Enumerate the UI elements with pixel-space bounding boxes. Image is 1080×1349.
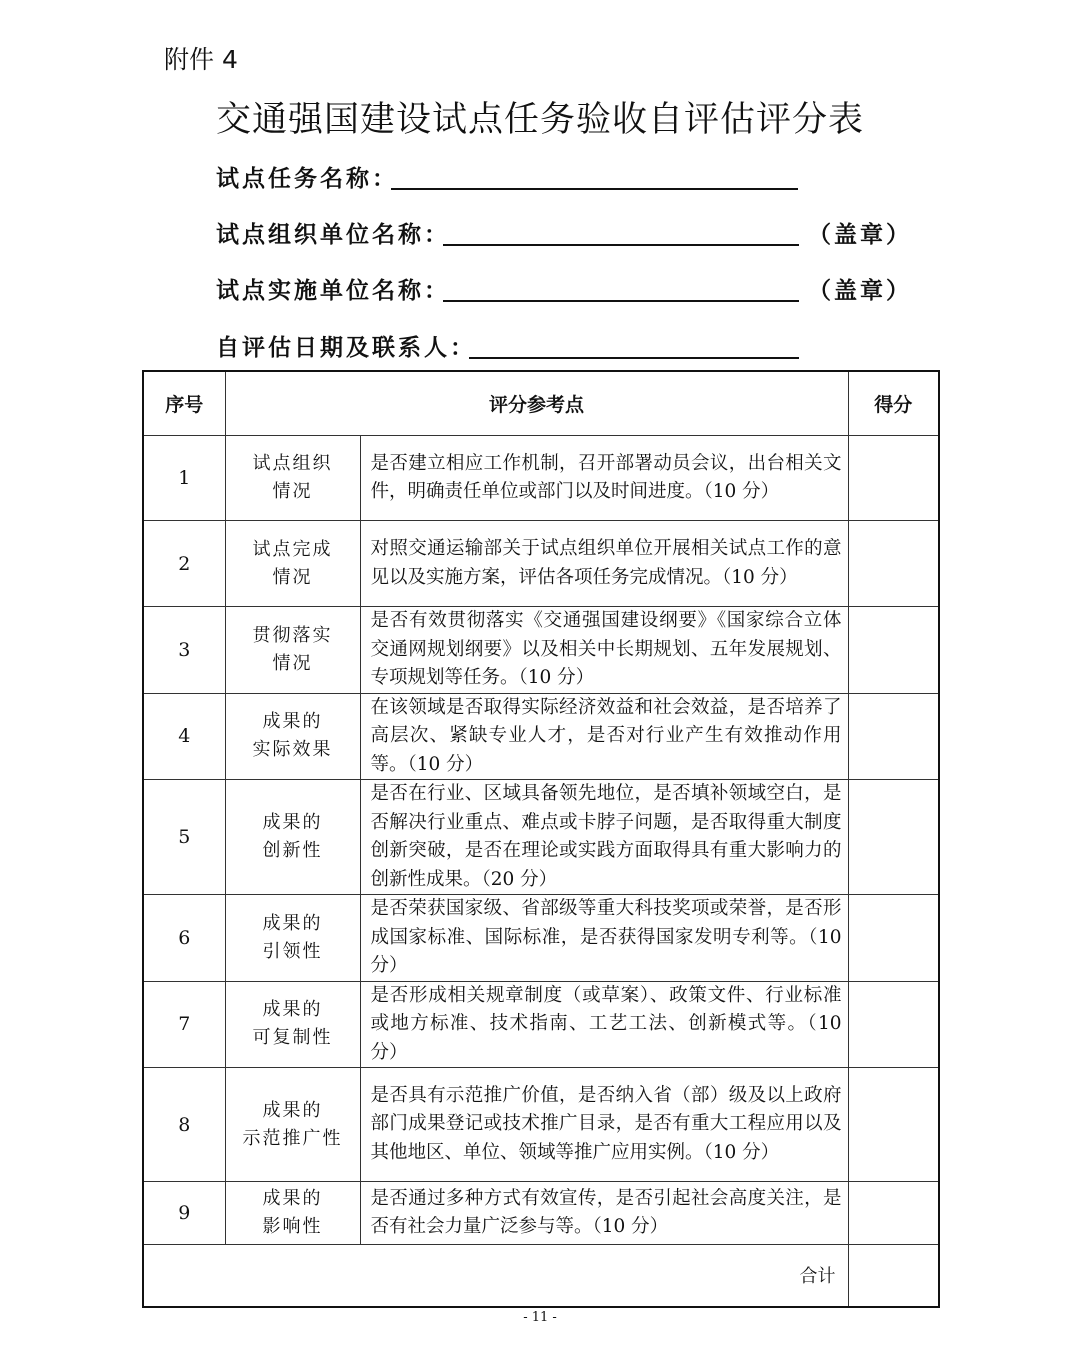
category-line: 创新性 bbox=[262, 840, 323, 861]
score-cell[interactable] bbox=[848, 1182, 939, 1245]
table-row bbox=[143, 1182, 939, 1245]
table-header-row bbox=[143, 371, 939, 436]
category-line: 可复制性 bbox=[252, 1027, 333, 1049]
category-line: 影响性 bbox=[262, 1216, 323, 1237]
category-line: 成果的 bbox=[262, 812, 323, 833]
category-line: 实际效果 bbox=[252, 739, 333, 761]
row-criteria: 对照交通运输部关于试点组织单位开展相关试点工作的意见以及实施方案，评估各项任务完成情况。（10 分） bbox=[360, 521, 848, 607]
category-line: 试点组织 bbox=[252, 453, 333, 474]
row-number: 1 bbox=[143, 436, 225, 521]
category-line: 引领性 bbox=[262, 940, 323, 962]
score-cell[interactable] bbox=[848, 607, 939, 694]
row-number: 6 bbox=[143, 895, 225, 982]
score-cell[interactable] bbox=[848, 780, 939, 895]
table-row bbox=[143, 895, 939, 982]
row-number: 9 bbox=[143, 1182, 225, 1245]
row-category bbox=[225, 1068, 360, 1182]
row-category bbox=[225, 693, 360, 780]
fill-line bbox=[469, 357, 799, 359]
field-date-contact bbox=[216, 329, 476, 362]
stamp-note: （盖章） bbox=[808, 222, 912, 248]
row-criteria: 是否有效贯彻落实《交通强国建设纲要》《国家综合立体交通网规划纲要》以及相关中长期规划、五年发展规划、专项规划等任务。（10 分） bbox=[360, 607, 848, 694]
row-criteria: 是否荣获国家级、省部级等重大科技奖项或荣誉，是否形成国家标准、国际标准，是否获得国家发明专利等。（10 分） bbox=[360, 895, 848, 982]
field-label: 试点实施单位名称： bbox=[216, 278, 450, 304]
table-row bbox=[143, 981, 939, 1068]
category-line: 情况 bbox=[272, 481, 313, 502]
table-row bbox=[143, 436, 939, 521]
row-category bbox=[225, 436, 360, 521]
row-category bbox=[225, 521, 360, 607]
field-task-name bbox=[216, 160, 398, 193]
score-cell[interactable] bbox=[848, 436, 939, 521]
header-no: 序号 bbox=[143, 371, 225, 436]
field-label: 自评估日期及联系人： bbox=[216, 335, 476, 361]
fill-line bbox=[443, 300, 799, 302]
row-criteria: 是否在行业、区域具备领先地位，是否填补领域空白，是否解决行业重点、难点或卡脖子问题，是否取得重大制度创新突破，是否在理论或实践方面取得具有重大影响力的创新性成果。（20 分） bbox=[360, 780, 848, 895]
page-number: - 11 - bbox=[523, 1310, 557, 1325]
row-number: 8 bbox=[143, 1068, 225, 1182]
category-line: 成果的 bbox=[262, 912, 323, 934]
table-row bbox=[143, 693, 939, 780]
field-label: 试点组织单位名称： bbox=[216, 222, 450, 248]
row-category bbox=[225, 895, 360, 982]
category-line: 情况 bbox=[272, 652, 313, 674]
row-category bbox=[225, 780, 360, 895]
row-number: 2 bbox=[143, 521, 225, 607]
total-score-cell[interactable] bbox=[848, 1245, 939, 1307]
row-criteria: 是否具有示范推广价值，是否纳入省（部）级及以上政府部门成果登记或技术推广目录，是否有重大工程应用以及其他地区、单位、领域等推广应用实例。（10 分） bbox=[360, 1068, 848, 1182]
score-cell[interactable] bbox=[848, 1068, 939, 1182]
score-cell[interactable] bbox=[848, 981, 939, 1068]
category-line: 情况 bbox=[272, 566, 313, 588]
annex-label: 附件 4 bbox=[164, 45, 238, 74]
header-criteria: 评分参考点 bbox=[225, 371, 848, 436]
row-criteria: 是否通过多种方式有效宣传，是否引起社会高度关注，是否有社会力量广泛参与等。（10 分） bbox=[360, 1182, 848, 1245]
category-line: 成果的 bbox=[262, 711, 323, 733]
header-score: 得分 bbox=[848, 371, 939, 436]
row-number: 4 bbox=[143, 693, 225, 780]
table-row bbox=[143, 521, 939, 607]
table-row bbox=[143, 607, 939, 694]
score-cell[interactable] bbox=[848, 521, 939, 607]
stamp-note: （盖章） bbox=[808, 278, 912, 304]
category-line: 成果的 bbox=[262, 999, 323, 1021]
row-criteria: 在该领域是否取得实际经济效益和社会效益，是否培养了高层次、紧缺专业人才，是否对行业产生有效推动作用等。（10 分） bbox=[360, 693, 848, 780]
fill-line bbox=[391, 188, 798, 190]
category-line: 示范推广性 bbox=[242, 1127, 343, 1149]
field-implementer bbox=[216, 272, 912, 305]
field-label: 试点任务名称： bbox=[216, 166, 398, 192]
category-line: 试点完成 bbox=[252, 538, 333, 560]
row-number: 3 bbox=[143, 607, 225, 694]
total-row bbox=[143, 1245, 939, 1307]
category-line: 成果的 bbox=[262, 1099, 323, 1121]
row-criteria: 是否建立相应工作机制，召开部署动员会议，出台相关文件，明确责任单位或部门以及时间进度。（10 分） bbox=[360, 436, 848, 521]
total-label: 合计 bbox=[143, 1245, 848, 1307]
document-title: 交通强国建设试点任务验收自评估评分表 bbox=[215, 100, 864, 140]
category-line: 成果的 bbox=[262, 1188, 323, 1209]
row-category bbox=[225, 607, 360, 694]
row-number: 5 bbox=[143, 780, 225, 895]
row-category bbox=[225, 1182, 360, 1245]
table-row bbox=[143, 1068, 939, 1182]
category-line: 贯彻落实 bbox=[252, 624, 333, 646]
score-cell[interactable] bbox=[848, 895, 939, 982]
score-cell[interactable] bbox=[848, 693, 939, 780]
row-criteria: 是否形成相关规章制度（或草案）、政策文件、行业标准或地方标准、技术指南、工艺工法、创新模式等。（10 分） bbox=[360, 981, 848, 1068]
scoring-table bbox=[142, 370, 940, 1308]
table-row bbox=[143, 780, 939, 895]
row-number: 7 bbox=[143, 981, 225, 1068]
row-category bbox=[225, 981, 360, 1068]
field-organizer bbox=[216, 216, 912, 249]
fill-line bbox=[443, 244, 799, 246]
